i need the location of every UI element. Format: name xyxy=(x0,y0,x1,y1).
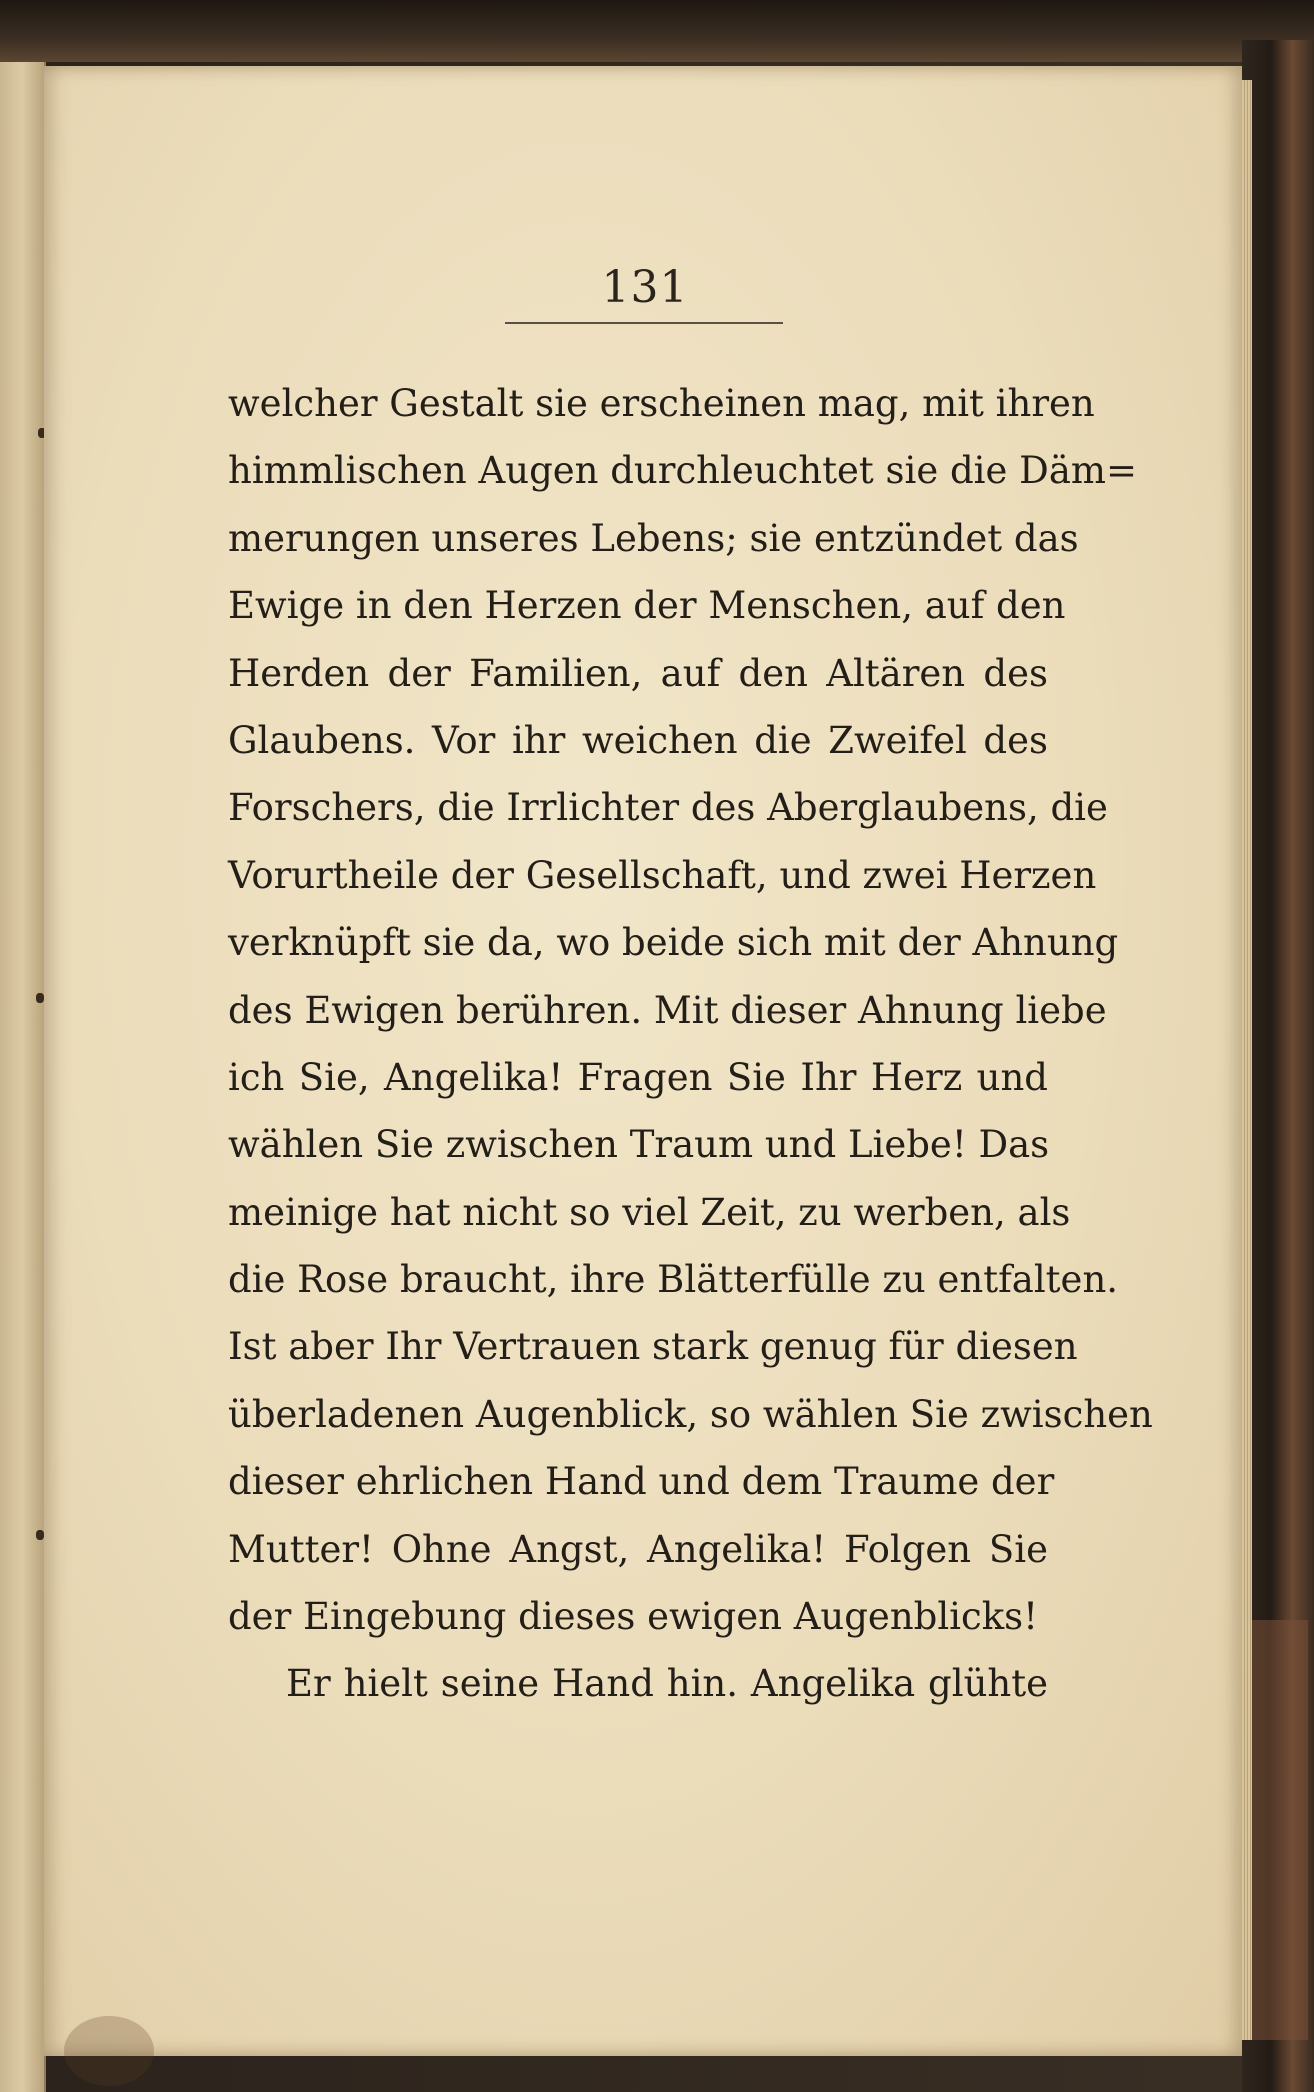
text-line: überladenen Augenblick, so wählen Sie zwischen xyxy=(228,1392,1153,1436)
text-line: der Eingebung dieses ewigen Augenblicks! xyxy=(228,1595,1039,1639)
text-line: verknüpft sie da, wo beide sich mit der Ahnung xyxy=(228,921,1119,965)
text-line: ich Sie, Angelika! Fragen Sie Ihr Herz und xyxy=(228,1055,1048,1099)
text-line: Herden der Familien, auf den Altären des xyxy=(228,651,1048,695)
text-line: Glaubens. Vor ihr weichen die Zweifel des xyxy=(228,718,1048,762)
text-line: Er hielt seine Hand hin. Angelika glühte xyxy=(286,1662,1048,1706)
text-line: Forschers, die Irrlichter des Aberglaubens, die xyxy=(228,786,1108,830)
text-line: welcher Gestalt sie erscheinen mag, mit ihren xyxy=(228,382,1095,425)
text-line: Ist aber Ihr Vertrauen stark genug für diesen xyxy=(228,1325,1078,1369)
book-cover-top xyxy=(0,0,1314,62)
ink-fleck xyxy=(36,993,44,1003)
text-line: Mutter! Ohne Angst, Angelika! Folgen Sie xyxy=(228,1527,1048,1571)
text-line: Ewige in den Herzen der Menschen, auf den xyxy=(228,584,1066,628)
text-line: wählen Sie zwischen Traum und Liebe! Das xyxy=(228,1123,1050,1167)
body-text xyxy=(228,370,1153,1718)
text-line: meinige hat nicht so viel Zeit, zu werben, als xyxy=(228,1190,1071,1234)
page-number: 131 xyxy=(601,262,689,313)
page-stain xyxy=(64,2016,154,2086)
text-line: die Rose braucht, ihre Blätterfülle zu entfalten. xyxy=(228,1258,1119,1302)
text-line: des Ewigen berühren. Mit dieser Ahnung liebe xyxy=(228,988,1107,1032)
text-line: dieser ehrlichen Hand und dem Traume der xyxy=(228,1460,1055,1504)
text-line: himmlischen Augen durchleuchtet sie die Däm= xyxy=(228,449,1137,493)
previous-page-edge xyxy=(0,62,46,2092)
header-rule xyxy=(505,322,783,324)
ink-fleck xyxy=(36,1530,44,1540)
text-line: merungen unseres Lebens; sie entzündet das xyxy=(228,516,1079,560)
cover-corner-wear xyxy=(1248,1620,1308,2040)
book-cover-right xyxy=(1242,40,1314,2092)
text-line: Vorurtheile der Gesellschaft, und zwei Herzen xyxy=(228,853,1097,897)
page-block-edge xyxy=(1242,80,1252,2040)
